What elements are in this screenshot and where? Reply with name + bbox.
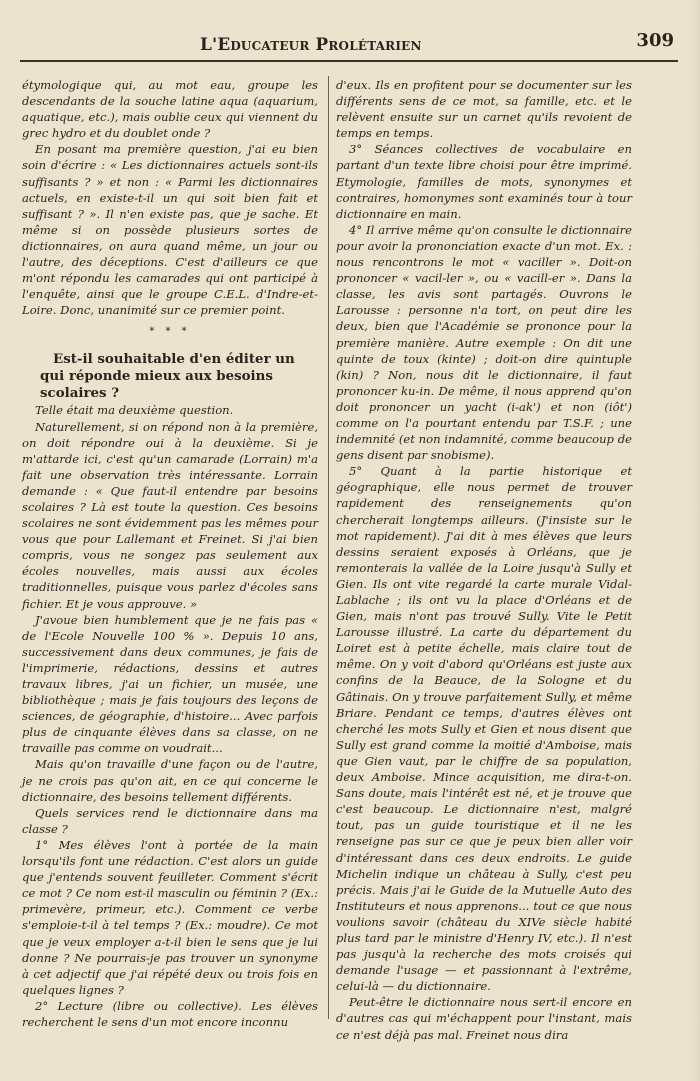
paragraph: 1° Mes élèves l'ont à portée de la main lorsqu'ils font une rédaction. C'est alors un guide que j'entends souvent feuilleter. Comment s'écrit ce mot ? Ce nom est-il masculin ou féminin ? (Ex.: primevère, primeur, etc.). Comment ce verbe s'emploie-t-il à tel temps ? (Ex.: moudre). Ce mot que je veux employer a-t-il bien le sens que je lui donne ? Ne pourrais-je pas trouver un synonyme à cet adjectif que j'ai répété deux ou trois fois en quelques lignes ? bbox=[22, 837, 318, 997]
journal-title: L'Educateur Prolétarien bbox=[200, 34, 422, 54]
section-separator: * * * bbox=[149, 326, 191, 338]
paragraph: En posant ma première question, j'ai eu bien soin d'écrire : « Les dictionnaires actuels sont-ils suffisants ? » et non : « Parmi les dictionnaires actuels, en existe-t-il un qui soit bien fait et suffisant ? ». Il n'en existe pas, que je sache. Et même si on possède plusieurs sortes de dictionnaires, on aura quand même, un jour ou l'autre, des déceptions. C'est d'ailleurs ce que m'ont répondu les camarades qui ont participé à l'enquête, ainsi que le groupe C.E.L. d'Indre-et-Loire. Donc, unanimité sur ce premier point. bbox=[22, 142, 318, 318]
paragraph: 2° Lecture (libre ou collective). Les élèves recherchent le sens d'un mot encore inconnu bbox=[22, 998, 318, 1029]
left-column bbox=[22, 77, 318, 1030]
paragraph: Telle était ma deuxième question. bbox=[35, 403, 234, 418]
section-heading: Est-il souhaitable d'en éditer un qui réponde mieux aux besoins scolaires ? bbox=[40, 351, 295, 402]
column-divider bbox=[328, 76, 329, 1019]
paragraph: J'avoue bien humblement que je ne fais pas « de l'Ecole Nouvelle 100 % ». Depuis 10 ans, successivement dans deux communes, je fais de l'imprimerie, rédactions, dessins et autres travaux libres, j'ai un fichier, un musée, une bibliothèque ; mais je fais toujours des leçons de sciences, de géographie, d'histoire... Avec parfois plus de cinquante élèves dans sa classe, on ne travaille pas comme on voudrait... bbox=[22, 612, 318, 756]
right-column bbox=[336, 77, 632, 1043]
paragraph: étymologique qui, au mot eau, groupe les descendants de la souche latine aqua (aquarium, aquatique, etc.), mais oublie ceux qui viennent du grec hydro et du doublet onde ? bbox=[22, 78, 318, 141]
paragraph: Naturellement, si on répond non à la première, on doit répondre oui à la deuxième. Si je m'attarde ici, c'est qu'un camarade (Lorrain) m'a fait une observation très intéressante. Lorrain demande : « Que faut-il entendre par besoins scolaires ? Là est toute la question. Ces besoins scolaires ne sont évidemment pas les mêmes pour vous que pour Lallemant et Freinet. Si j'ai bien compris, vous ne songez pas seulement aux écoles nouvelles, mais aussi aux écoles traditionnelles, puisque vous parlez d'écoles sans fichier. Et je vous approuve. » bbox=[22, 419, 318, 611]
paragraph: Peut-être le dictionnaire nous sert-il encore en d'autres cas qui m'échappent pour l'instant, mais ce n'est déjà pas mal. Freinet nous dira bbox=[336, 995, 632, 1042]
paragraph: d'eux. Ils en profitent pour se documenter sur les différents sens de ce mot, sa famille, etc. et le relèvent ensuite sur un carnet qu'ils revoient de temps en temps. bbox=[336, 78, 632, 141]
page-number: 309 bbox=[636, 30, 674, 51]
paragraph: 3° Séances collectives de vocabulaire en partant d'un texte libre choisi pour être imprimé. Etymologie, familles de mots, synonymes et contraires, homonymes sont examinés tour à tour dictionnaire en main. bbox=[336, 142, 632, 221]
page-edge-shading bbox=[688, 0, 700, 1081]
paragraph: 4° Il arrive même qu'on consulte le dictionnaire pour avoir la prononciation exacte d'un mot. Ex. : nous rencontrons le mot « vaciller ». Doit-on prononcer « vacil-ler », ou « vacill-er ». Dans la classe, les avis sont partagés. Ouvrons le Larousse : personne n'a tort, on peut dire les deux, bien que l'Académie se prononce pour la première manière. Autre exemple : On dit une quinte de toux (kinte) ; doit-on dire quintuple (kin) ? Non, nous dit le dictionnaire, il faut prononcer ku-in. De même, il nous apprend qu'on doit prononcer un yacht (i-ak') et non (iôt') comme on l'a pourtant entendu par T.S.F. ; une indemnité (et non indamnité, comme beaucoup de gens disent par snobisme). bbox=[336, 222, 632, 463]
paragraph: 5° Quant à la partie historique et géographique, elle nous permet de trouver rapidement des renseignements qu'on chercherait longtemps ailleurs. (J'insiste sur le mot rapidement). J'ai dit à mes élèves que leurs dessins seraient exposés à Orléans, que je remonterais la vallée de la Loire jusqu'à Sully et Gien. Ils ont vite regardé la carte murale Vidal-Lablache ; ils ont vu la place d'Orléans et de Gien, mais n'ont pas trouvé Sully. Vite le Petit Larousse illustré. La carte du département du Loiret est à petite échelle, mais claire tout de même. On y voit d'abord qu'Orléans est juste aux confins de la Beauce, de la Sologne et du Gâtinais. On y trouve parfaitement Sully, et même Briare. Pendant ce temps, d'autres élèves ont cherché les mots Sully et Gien et nous disent que Sully est grand comme la moitié d'Amboise, mais que Gien vaut, par le chiffre de sa population, deux Amboise. Mince acquisition, me dira-t-on. Sans doute, mais l'intérêt est né, et je trouve que c'est beaucoup. Le dictionnaire n'est, malgré tout, pas un guide touristique et il ne les renseigne pas sur ce que je peux bien aller voir d'intéressant dans ces deux endroits. Le guide Michelin indique un château à Sully, c'est peu précis. Mais j'ai le Guide de la Mutuelle Auto des Instituteurs et nous apprenons... tout ce que nous voulions savoir (château du XIVe siècle habité plus tard par le ministre d'Henry IV, etc.). Il n'est pas jusqu'à la recherche des mots croisés qui demande l'usage — et passionnant à l'extrême, celui-là — du dictionnaire. bbox=[336, 464, 632, 994]
page-header bbox=[20, 28, 678, 62]
paragraph: Mais qu'on travaille d'une façon ou de l'autre, je ne crois pas qu'on ait, en ce qui concerne le dictionnaire, des besoins tellement différents. bbox=[22, 757, 318, 804]
paragraph: Quels services rend le dictionnaire dans ma classe ? bbox=[22, 805, 318, 836]
